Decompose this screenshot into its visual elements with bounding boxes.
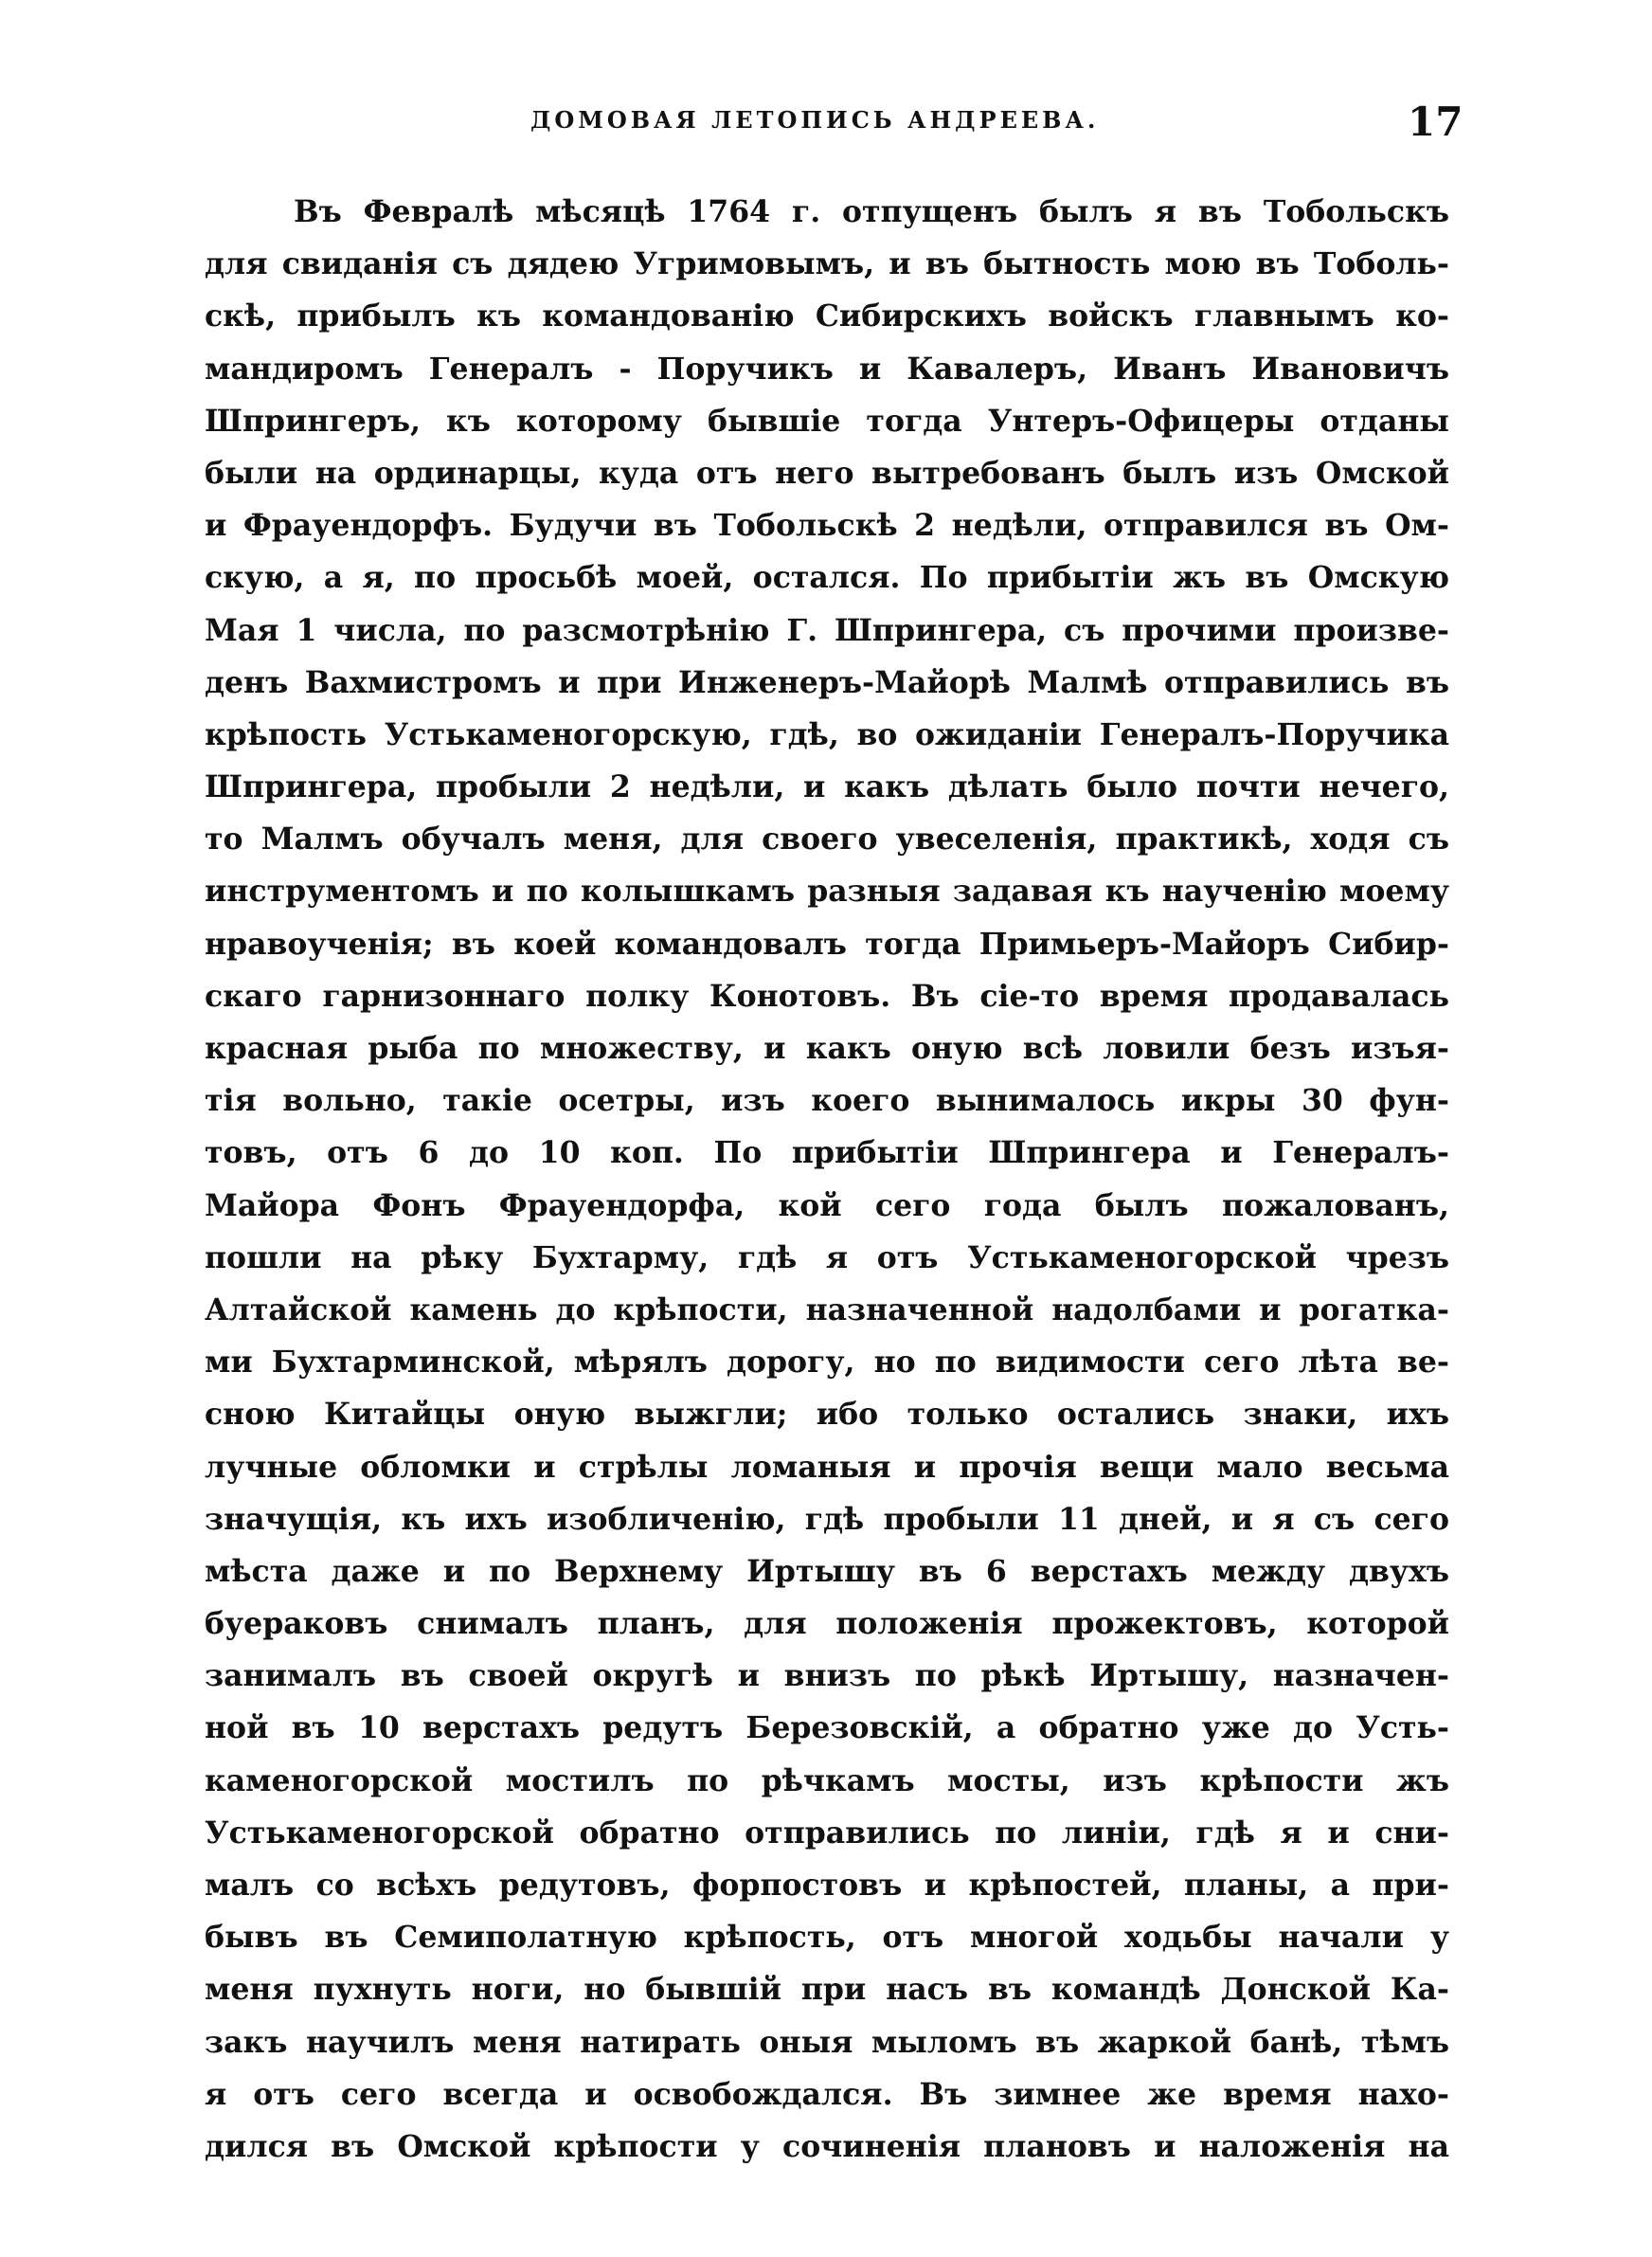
text-line: крѣпость Устькаменогорскую, гдѣ, во ожиданіи Генералъ-Поручика [205, 716, 1449, 752]
text-line: дился въ Омской крѣпости у сочиненія плановъ и наложенія на [205, 2128, 1449, 2164]
text-line: каменогорской мостилъ по рѣчкамъ мосты, изъ крѣпости жъ [205, 1762, 1449, 1798]
text-line: малъ со всѣхъ редутовъ, форпостовъ и крѣпостей, планы, а при- [205, 1868, 1449, 1903]
text-line: Шпрингера, пробыли 2 недѣли, и какъ дѣлать было почти нечего, [205, 769, 1449, 805]
text-line: скую, а я, по просьбѣ моей, остался. По прибытіи жъ въ Омскую [205, 560, 1449, 596]
text-line: скѣ, прибылъ къ командованію Сибирскихъ войскъ главнымъ ко- [205, 298, 1449, 334]
text-line: Майора Фонъ Фрауендорфа, кой сего года былъ пожалованъ, [205, 1187, 1449, 1223]
text-line: значущія, къ ихъ изобличенію, гдѣ пробыли 11 дней, и я съ сего [205, 1501, 1449, 1537]
text-line: ми Бухтарминской, мѣрялъ дорогу, но по видимости сего лѣта ве- [205, 1345, 1449, 1381]
text-line: для свиданія съ дядею Угримовымъ, и въ бытность мою въ Тоболь- [205, 246, 1449, 282]
text-line: скаго гарнизоннаго полку Конотовъ. Въ сіе-то время продавалась [205, 978, 1449, 1014]
text-line: красная рыба по множеству, и какъ оную всѣ ловили безъ изъя- [205, 1031, 1449, 1066]
text-line: Устькаменогорской обратно отправились по линіи, гдѣ я и сни- [205, 1815, 1449, 1851]
page-number: 17 [1408, 99, 1463, 145]
body-text [205, 186, 1449, 2173]
text-line: и Фрауендорфъ. Будучи въ Тобольскѣ 2 недѣли, отправился въ Ом- [205, 508, 1449, 544]
text-line: мандиромъ Генералъ - Поручикъ и Кавалеръ, Иванъ Ивановичъ [205, 351, 1449, 387]
text-line: я отъ сего всегда и освобождался. Въ зимнее же время нахо- [205, 2076, 1449, 2112]
text-line: пошли на рѣку Бухтарму, гдѣ я отъ Устькаменогорской чрезъ [205, 1239, 1449, 1275]
text-line: лучные обломки и стрѣлы ломаныя и прочія вещи мало весьма [205, 1449, 1449, 1485]
text-line: мѣста даже и по Верхнему Иртышу въ 6 верстахъ между двухъ [205, 1553, 1449, 1589]
text-line: нравоученія; въ коей командовалъ тогда Примьеръ-Майоръ Сибир- [205, 926, 1449, 962]
running-head: ДОМОВАЯ ЛЕТОПИСЬ АНДРЕЕВА. [530, 106, 1100, 134]
text-line: Въ Февралѣ мѣсяцѣ 1764 г. отпущенъ былъ я въ Тобольскъ [294, 194, 1449, 229]
text-line: меня пухнуть ноги, но бывшій при насъ въ командѣ Донской Ка- [205, 1972, 1449, 2008]
text-line: закъ научилъ меня натирать оныя мыломъ въ жаркой банѣ, тѣмъ [205, 2024, 1449, 2060]
text-line: бывъ въ Семиполатную крѣпость, отъ многой ходьбы начали у [205, 1920, 1449, 1956]
text-line: тія вольно, такіе осетры, изъ коего вынималось икры 30 фун- [205, 1083, 1449, 1119]
text-line: инструментомъ и по колышкамъ разныя задавая къ наученію моему [205, 874, 1449, 910]
text-line: буераковъ снималъ планъ, для положенія прожектовъ, которой [205, 1606, 1449, 1642]
text-line: товъ, отъ 6 до 10 коп. По прибытіи Шпрингера и Генералъ- [205, 1135, 1449, 1171]
text-line: то Малмъ обучалъ меня, для своего увеселенія, практикѣ, ходя съ [205, 822, 1449, 858]
text-line: сною Китайцы оную выжгли; ибо только остались знаки, ихъ [205, 1397, 1449, 1433]
text-line: занималъ въ своей округѣ и внизъ по рѣкѣ Иртышу, назначен- [205, 1658, 1449, 1694]
text-line: денъ Вахмистромъ и при Инженеръ-Майорѣ Малмѣ отправились въ [205, 664, 1449, 700]
text-line: Шпрингеръ, къ которому бывшіе тогда Унтеръ-Офицеры отданы [205, 403, 1449, 439]
text-line: Алтайской камень до крѣпости, назначенной надолбами и рогатка- [205, 1291, 1449, 1327]
text-line: ной въ 10 верстахъ редутъ Березовскій, а обратно уже до Усть- [205, 1710, 1449, 1746]
text-line: были на ординарцы, куда отъ него вытребованъ былъ изъ Омской [205, 455, 1449, 491]
text-line: Мая 1 числа, по разсмотрѣнію Г. Шпрингера, съ прочими произве- [205, 612, 1449, 648]
